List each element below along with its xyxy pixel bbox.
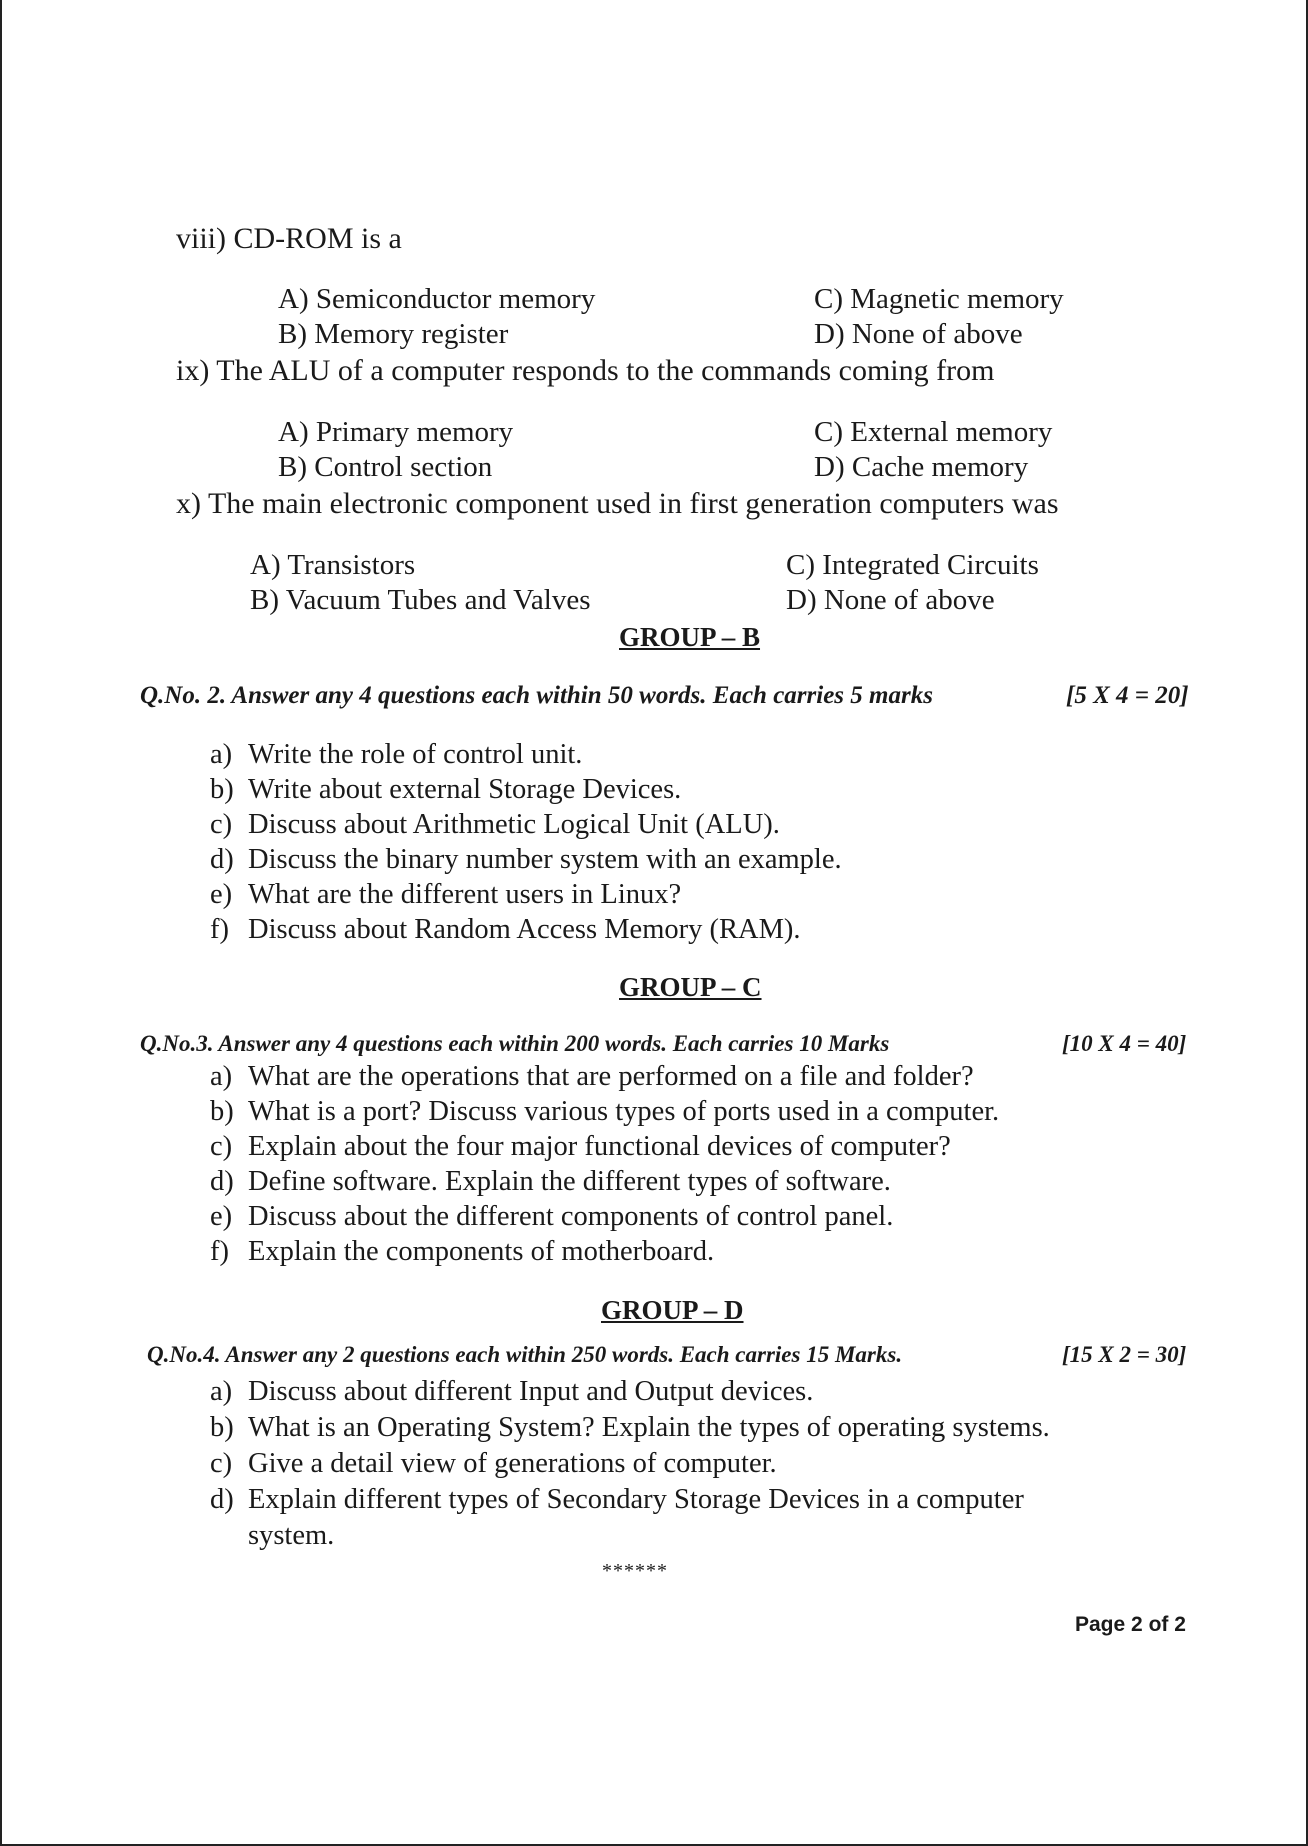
list-item: b) What is a port? Discuss various types of ports used in a computer. [210,1096,1000,1127]
group-d-heading: GROUP – D [601,1295,744,1325]
list-item: a) Discuss about different Input and Output devices. [210,1376,814,1407]
option-c: C) Magnetic memory [814,283,1064,315]
option-b: B) Memory register [278,318,509,350]
question-x: x) The main electronic component used in first generation computers was [176,487,1059,520]
option-a: A) Primary memory [278,416,514,448]
end-marker: ****** [602,1560,668,1582]
option-b: B) Vacuum Tubes and Valves [250,584,591,616]
option-b: B) Control section [278,451,493,483]
list-item: d) Define software. Explain the different types of software. [210,1166,891,1197]
group-b-instruction: Q.No. 2. Answer any 4 questions each within 50 words. Each carries 5 marks [140,682,933,709]
list-item: c) Discuss about Arithmetic Logical Unit (ALU). [210,809,780,840]
option-d: D) None of above [814,318,1023,350]
list-item: b) What is an Operating System? Explain the types of operating systems. [210,1412,1050,1443]
group-d-instruction: Q.No.4. Answer any 2 questions each within 250 words. Each carries 15 Marks. [147,1342,903,1367]
list-item: e) Discuss about the different components of control panel. [210,1201,894,1232]
list-item: c) Give a detail view of generations of computer. [210,1448,777,1479]
list-item: d) Explain different types of Secondary Storage Devices in a computer [210,1484,1024,1515]
question-ix: ix) The ALU of a computer responds to the commands coming from [176,354,995,387]
list-item: f) Discuss about Random Access Memory (RAM). [210,914,801,945]
list-item: e) What are the different users in Linux? [210,879,682,910]
group-c-instruction: Q.No.3. Answer any 4 questions each within 200 words. Each carries 10 Marks [140,1031,890,1056]
group-d-marks: [15 X 2 = 30] [1062,1342,1187,1367]
group-c-marks: [10 X 4 = 40] [1062,1031,1187,1056]
option-a: A) Semiconductor memory [278,283,596,315]
page-number: Page 2 of 2 [1075,1613,1186,1636]
list-item: a) What are the operations that are performed on a file and folder? [210,1061,974,1092]
list-item: c) Explain about the four major functional devices of computer? [210,1131,951,1162]
option-c: C) Integrated Circuits [786,549,1039,581]
question-viii: viii) CD-ROM is a [176,222,402,255]
group-c-heading: GROUP – C [619,972,762,1002]
group-b-marks: [5 X 4 = 20] [1066,682,1189,709]
list-item: d) Discuss the binary number system with an example. [210,844,842,875]
option-c: C) External memory [814,416,1053,448]
group-b-heading: GROUP – B [619,622,761,652]
list-item: a) Write the role of control unit. [210,739,583,770]
option-d: D) None of above [786,584,995,616]
option-a: A) Transistors [250,549,416,581]
list-item-continuation: system. [248,1520,335,1551]
option-d: D) Cache memory [814,451,1029,483]
list-item: f) Explain the components of motherboard. [210,1236,715,1267]
list-item: b) Write about external Storage Devices. [210,774,682,805]
